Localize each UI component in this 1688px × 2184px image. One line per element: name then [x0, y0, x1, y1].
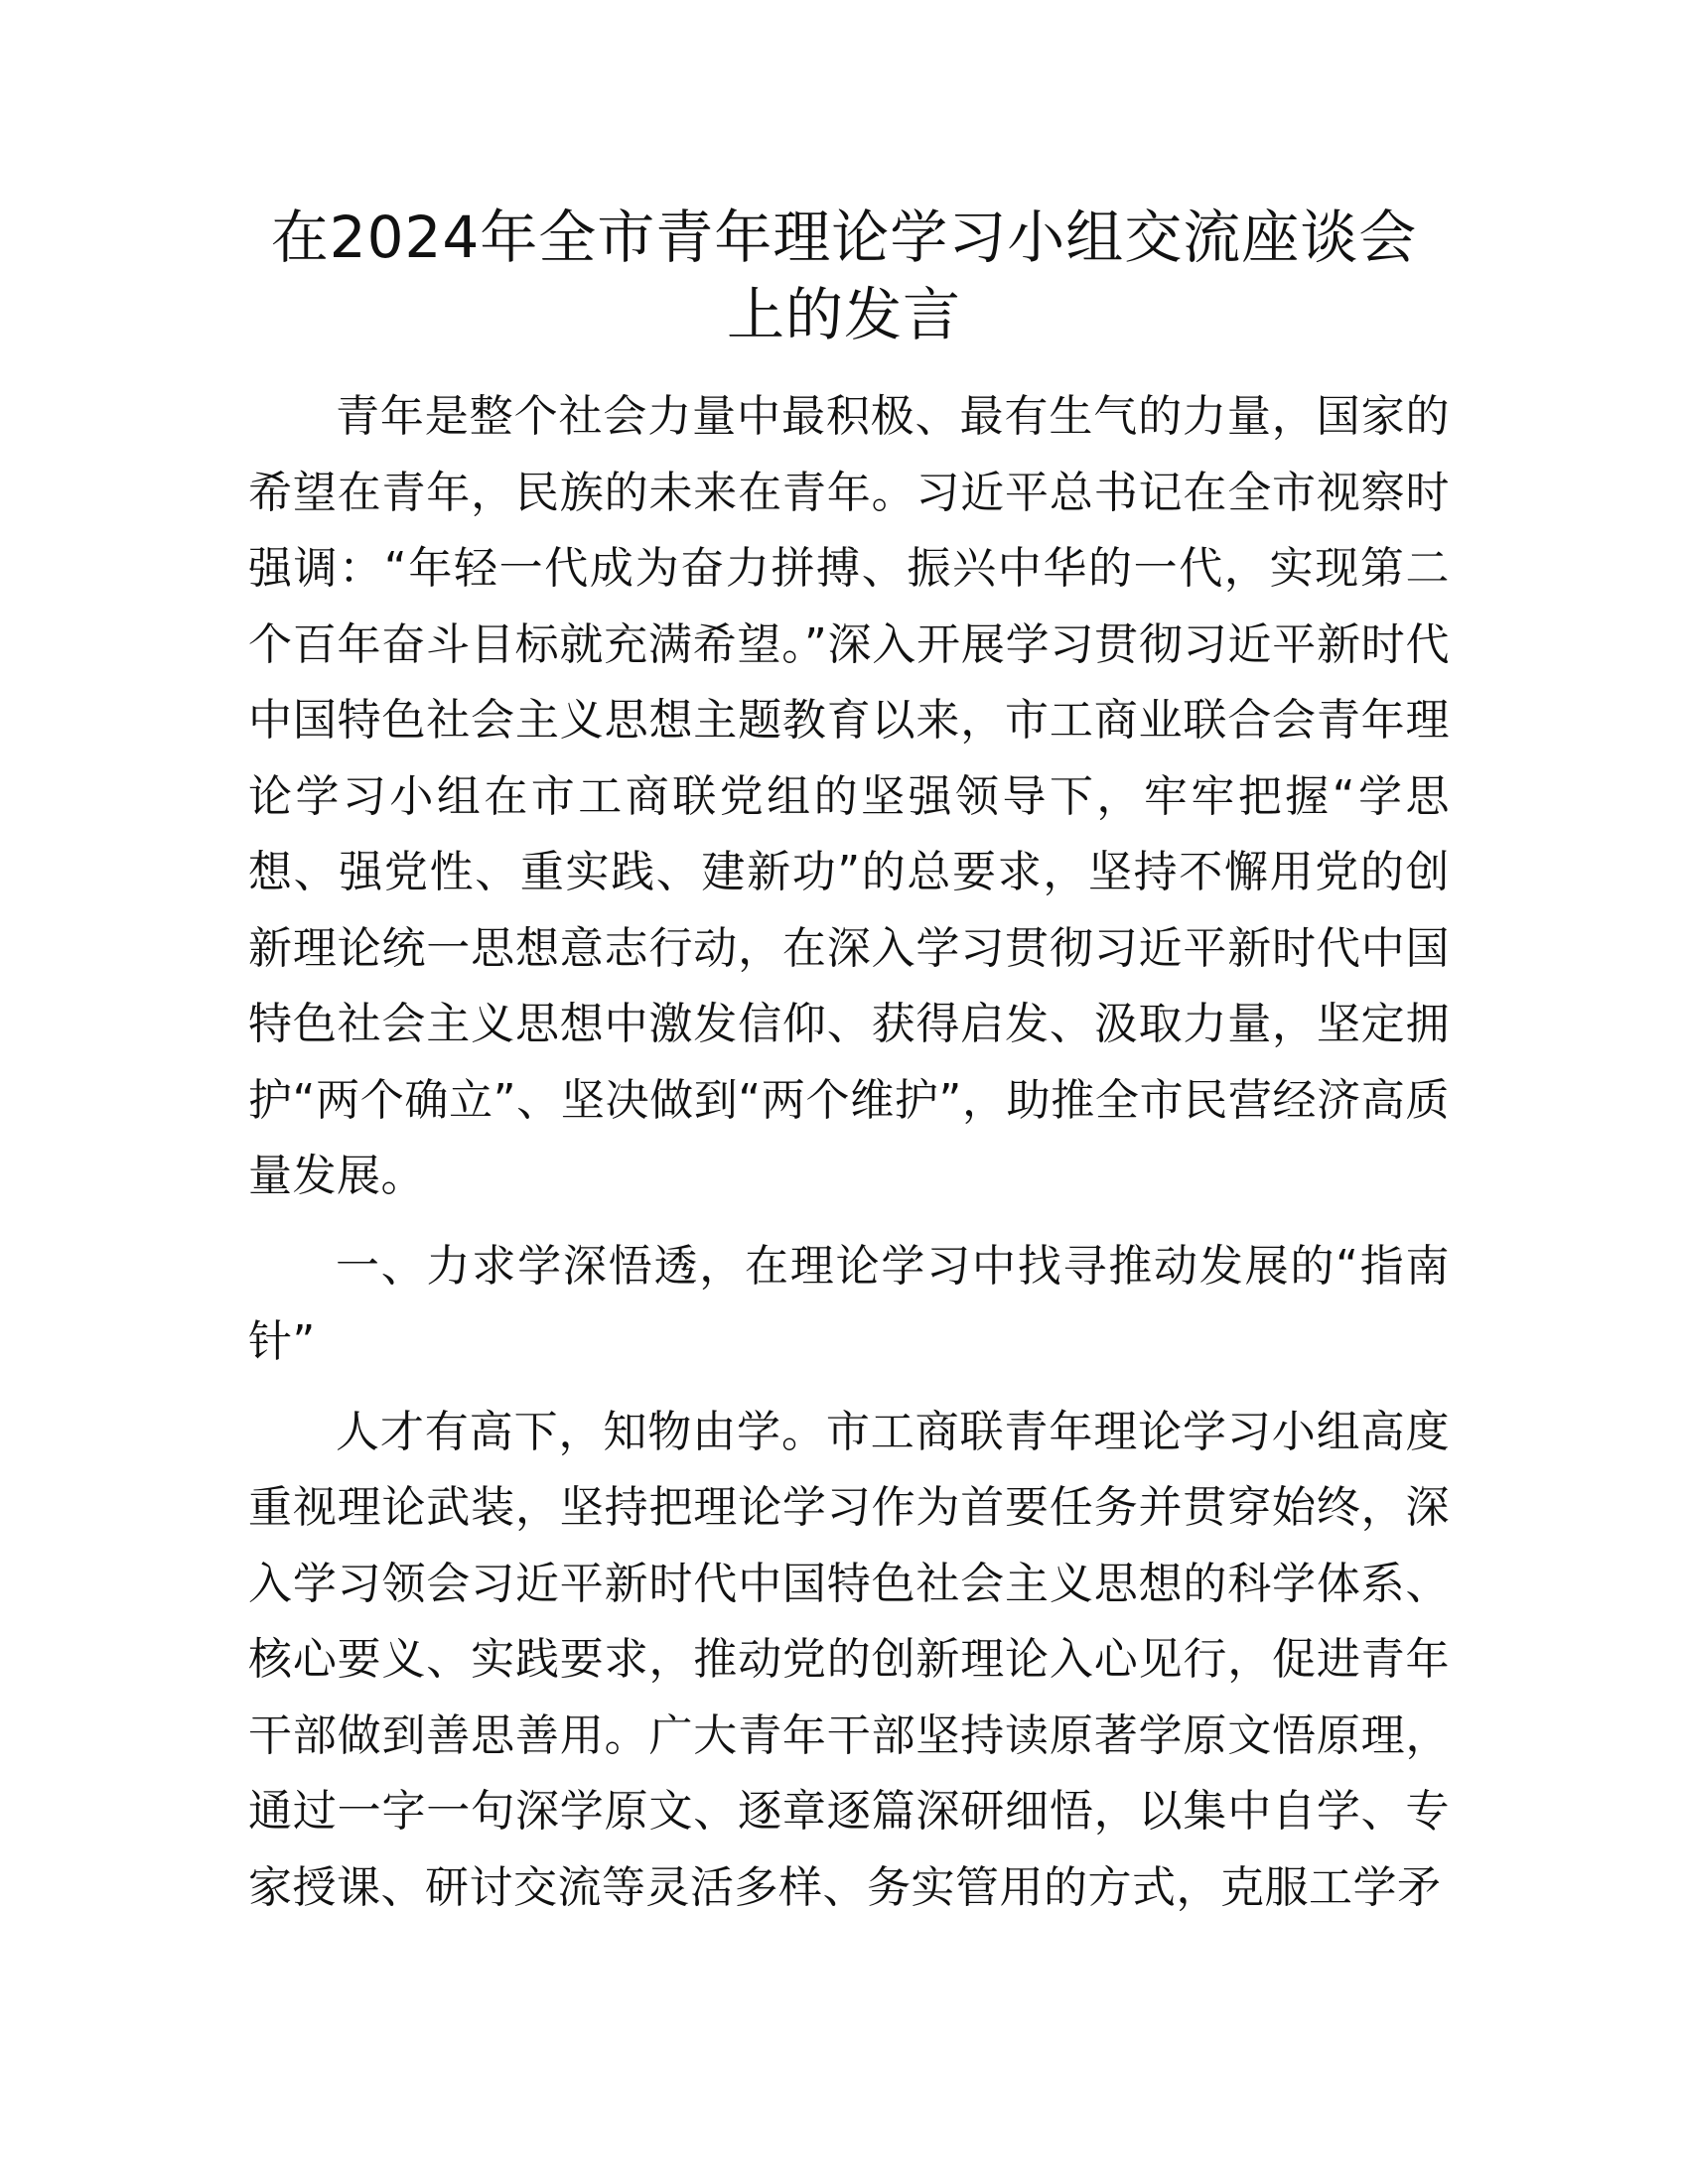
document-body — [248, 379, 1450, 1940]
paragraph-section-1: 人才有高下，知物由学。市工商联青年理论学习小组高度重视理论武装，坚持把理论学习作为首要任务并贯穿始终，深入学习领会习近平新时代中国特色社会主义思想的科学体系、核心要义、实践要求，推动党的创新理论入心见行，促进青年干部做到善思善用。广大青年干部坚持读原著学原文悟原理，通过一字一句深学原文、逐章逐篇深研细悟，以集中自学、专家授课、研讨交流等灵活多样、务实管用的方式，克服工学矛 — [248, 1406, 1450, 1913]
paragraph-intro: 青年是整个社会力量中最积极、最有生气的力量，国家的希望在青年，民族的未来在青年。习近平总书记在全市视察时强调：“年轻一代成为奋力拼搏、振兴中华的一代，实现第二个百年奋斗目标就充满希望。”深入开展学习贯彻习近平新时代中国特色社会主义思想主题教育以来，市工商业联合会青年理论学习小组在市工商联党组的坚强领导下，牢牢把握“学思想、强党性、重实践、建新功”的总要求，坚持不懈用党的创新理论统一思想意志行动，在深入学习贯彻习近平新时代中国特色社会主义思想中激发信仰、获得启发、汲取力量，坚定拥护“两个确立”、坚决做到“两个维护”，助推全市民营经济高质量发展。 — [248, 391, 1450, 1201]
section-heading-1: 一、力求学深悟透，在理论学习中找寻推动发展的“指南针” — [248, 1240, 1450, 1367]
document-title: 在2024年全市青年理论学习小组交流座谈会上的发言 — [270, 204, 1418, 348]
